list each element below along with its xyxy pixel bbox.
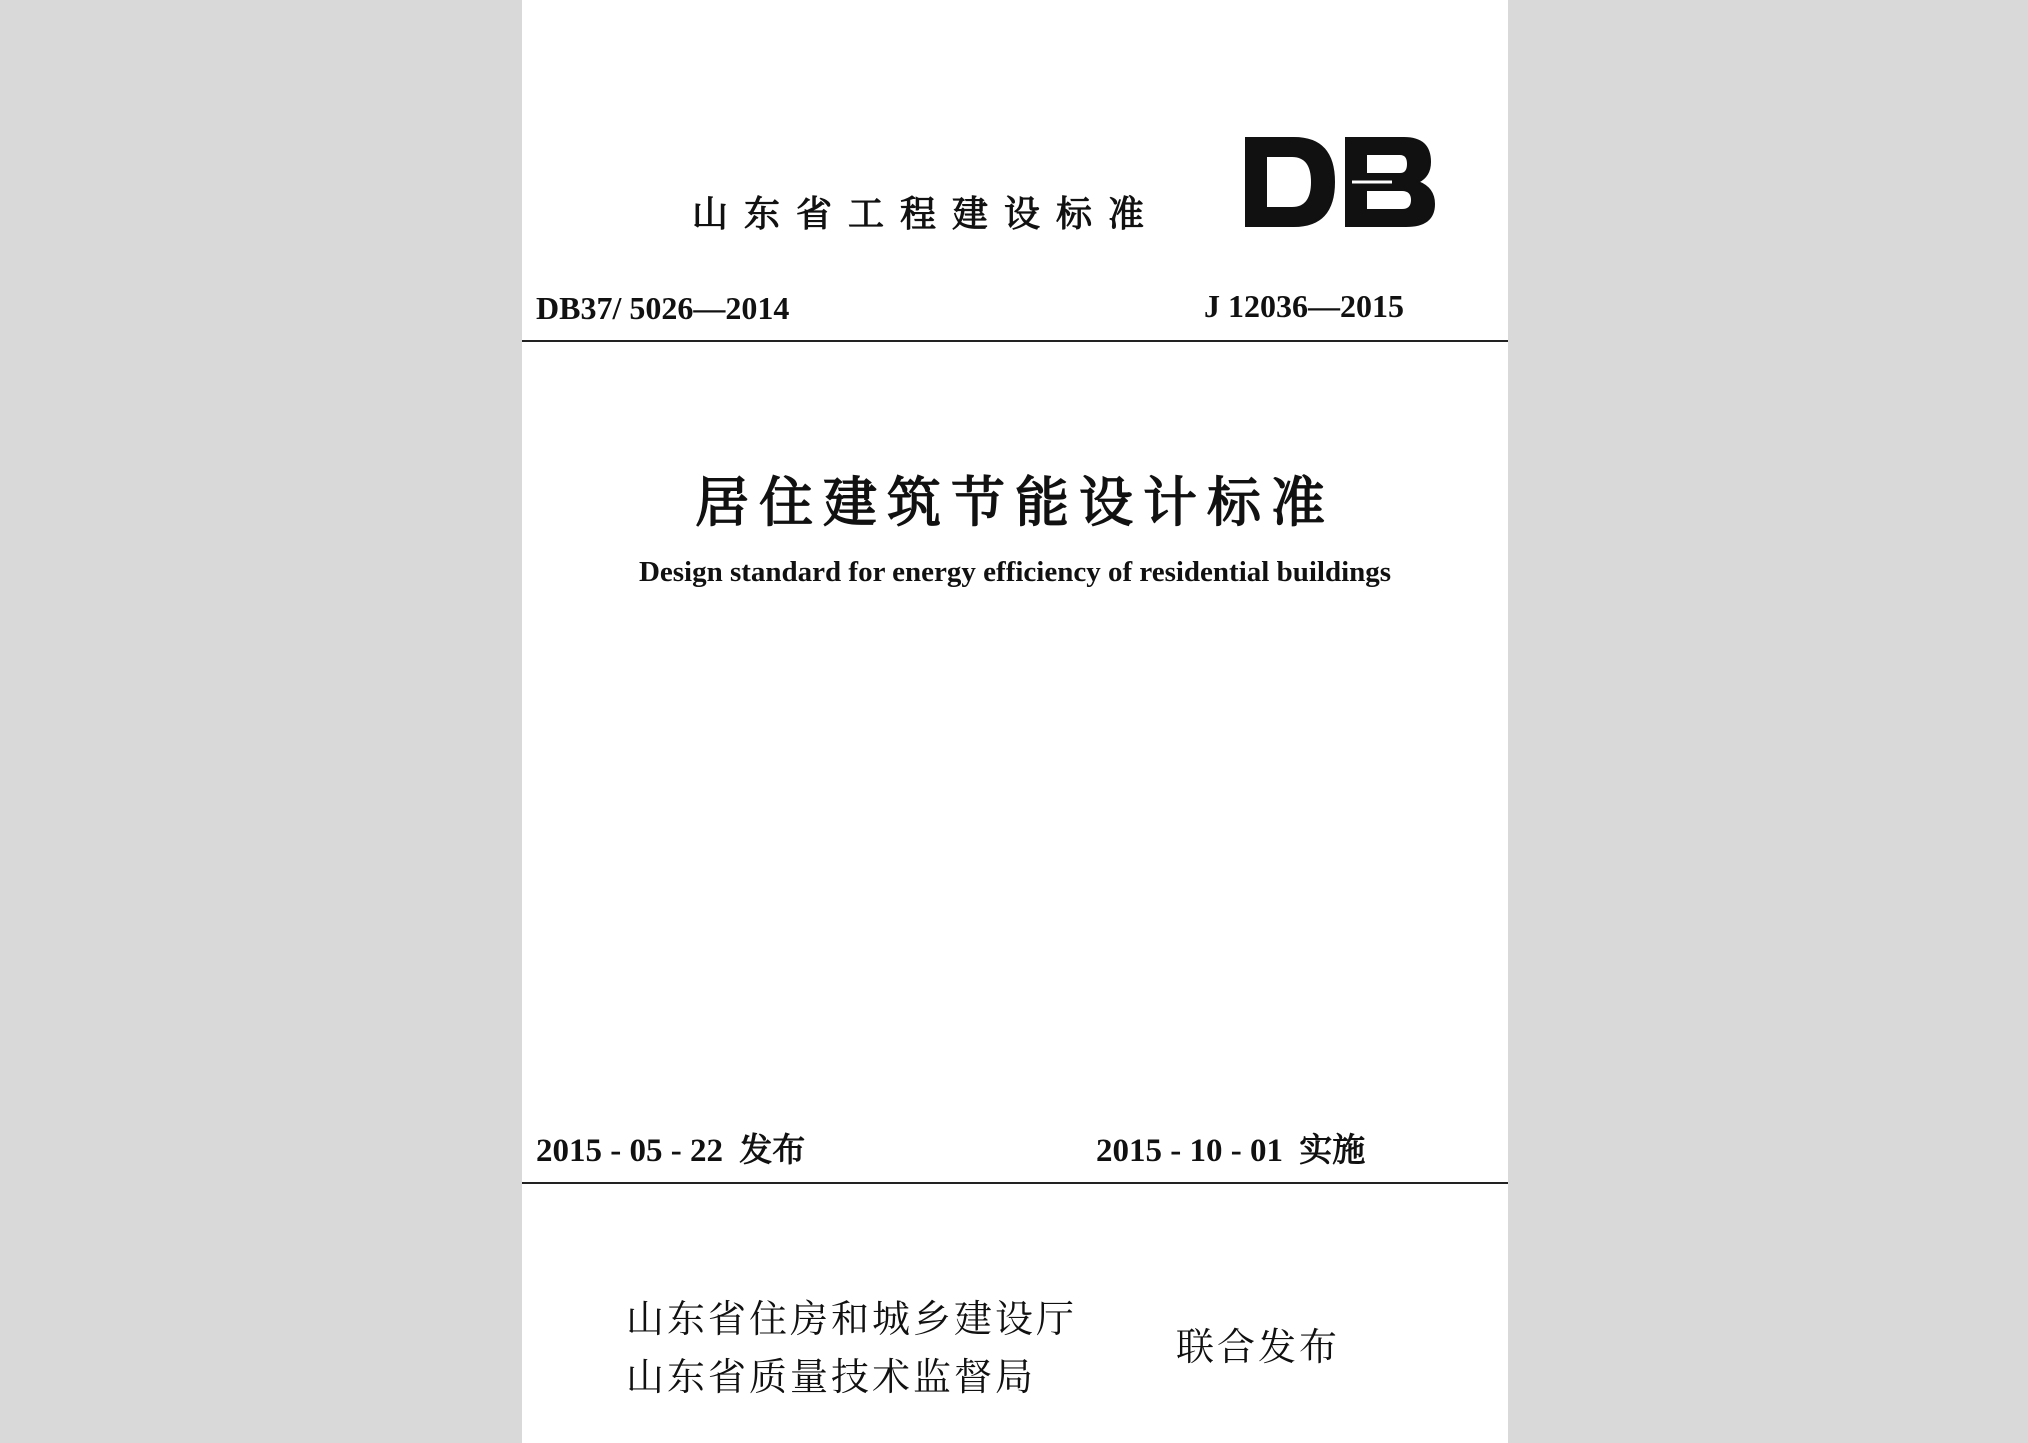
db-logo	[1242, 132, 1438, 232]
effective-label: 实施	[1299, 1130, 1366, 1169]
standard-category-title: 山东省工程建设标准	[692, 194, 1161, 235]
record-number: J 12036—2015	[1204, 288, 1404, 324]
standard-cover-page	[522, 0, 1508, 1443]
effective-date: 2015 - 10 - 01	[1096, 1133, 1283, 1169]
top-divider	[522, 340, 1508, 342]
issue-date: 2015 - 05 - 22	[536, 1133, 723, 1169]
bottom-divider	[522, 1182, 1508, 1184]
effective-date-line	[1096, 1124, 1365, 1171]
issuer-quality-bureau: 山东省质量技术监督局	[626, 1355, 1037, 1399]
issue-date-line	[536, 1124, 805, 1171]
issuer-housing-department: 山东省住房和城乡建设厅	[626, 1297, 1078, 1341]
joint-issue-label: 联合发布	[1176, 1325, 1341, 1369]
issue-label: 发布	[739, 1130, 806, 1169]
document-title-chinese: 居住建筑节能设计标准	[695, 470, 1335, 534]
standard-number: DB37/ 5026—2014	[536, 290, 790, 326]
document-title-english: Design standard for energy efficiency of residential buildings	[638, 556, 1392, 588]
